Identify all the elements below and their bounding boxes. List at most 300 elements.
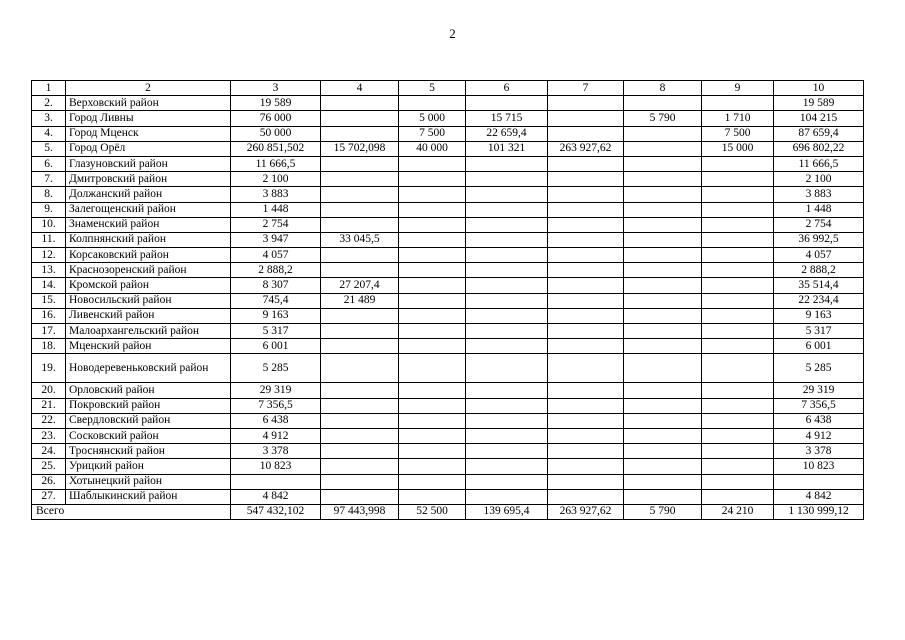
table-cell: 19 589 [231, 96, 321, 111]
table-cell: 101 321 [466, 141, 548, 156]
table-cell [702, 248, 774, 263]
table-cell: 7 [548, 81, 624, 96]
table-cell [548, 413, 624, 428]
table-cell [548, 339, 624, 354]
table-cell: 15. [32, 293, 66, 308]
table-cell [548, 293, 624, 308]
table-cell [399, 459, 466, 474]
table-cell: Кромской район [66, 278, 231, 293]
table-cell [321, 263, 399, 278]
table-row [32, 96, 864, 111]
table-cell: Верховский район [66, 96, 231, 111]
table-cell [548, 187, 624, 202]
table-cell [466, 383, 548, 398]
table-cell [624, 324, 702, 339]
table-cell: 2 754 [231, 217, 321, 232]
table-cell [548, 474, 624, 489]
table-cell [466, 156, 548, 171]
table-cell [702, 324, 774, 339]
table-cell: 11 666,5 [231, 156, 321, 171]
table-cell: 22 659,4 [466, 126, 548, 141]
table-cell: 22 234,4 [774, 293, 864, 308]
table-cell: 35 514,4 [774, 278, 864, 293]
table-cell: 36 992,5 [774, 232, 864, 247]
total-cell: 547 432,102 [231, 504, 321, 519]
table-cell [466, 459, 548, 474]
table-row [32, 428, 864, 443]
table-cell [399, 354, 466, 383]
table-cell: Орловский район [66, 383, 231, 398]
total-cell: 52 500 [399, 504, 466, 519]
table-cell [774, 474, 864, 489]
table-cell: 10. [32, 217, 66, 232]
table-row [32, 232, 864, 247]
table-cell [321, 187, 399, 202]
table-cell [321, 156, 399, 171]
table-cell [399, 489, 466, 504]
table-row [32, 278, 864, 293]
table-cell [624, 202, 702, 217]
table-cell: 27 207,4 [321, 278, 399, 293]
table-cell [548, 111, 624, 126]
table-cell: 9 163 [774, 308, 864, 323]
table-cell [624, 398, 702, 413]
table-cell: 6 438 [231, 413, 321, 428]
table-cell: 5 285 [774, 354, 864, 383]
table-cell: 23. [32, 428, 66, 443]
table-cell [548, 96, 624, 111]
table-cell [624, 339, 702, 354]
table-cell [702, 232, 774, 247]
table-cell [399, 474, 466, 489]
table-cell: 2 100 [774, 172, 864, 187]
table-cell [466, 339, 548, 354]
table-row [32, 413, 864, 428]
table-cell [702, 308, 774, 323]
table-cell: 1 [32, 81, 66, 96]
table-row [32, 126, 864, 141]
table-cell: 263 927,62 [548, 141, 624, 156]
table-cell: Шаблыкинский район [66, 489, 231, 504]
table-cell: Покровский район [66, 398, 231, 413]
table-cell [321, 202, 399, 217]
table-cell: 17. [32, 324, 66, 339]
table-cell: Мценский район [66, 339, 231, 354]
table-cell [321, 444, 399, 459]
table-cell [399, 202, 466, 217]
table-cell: 40 000 [399, 141, 466, 156]
table-cell [399, 172, 466, 187]
table-cell: 21. [32, 398, 66, 413]
table-total-row [32, 504, 864, 519]
table-cell [321, 308, 399, 323]
table-cell: 5. [32, 141, 66, 156]
table-cell [624, 172, 702, 187]
table-cell [548, 172, 624, 187]
table-row [32, 187, 864, 202]
table-cell [548, 428, 624, 443]
table-cell [702, 172, 774, 187]
table-cell [399, 324, 466, 339]
table-cell [321, 398, 399, 413]
table-cell: 1 448 [231, 202, 321, 217]
table-cell [466, 187, 548, 202]
table-cell: 20. [32, 383, 66, 398]
table-cell [548, 278, 624, 293]
table-cell [548, 156, 624, 171]
table-cell: 8. [32, 187, 66, 202]
table-cell: Хотынецкий район [66, 474, 231, 489]
table-cell: 745,4 [231, 293, 321, 308]
table-cell [321, 489, 399, 504]
table-cell: Троснянский район [66, 444, 231, 459]
table-cell [321, 383, 399, 398]
table-cell [702, 428, 774, 443]
table-cell: 5 000 [399, 111, 466, 126]
table-cell [321, 172, 399, 187]
table-cell: 24. [32, 444, 66, 459]
table-cell: Город Мценск [66, 126, 231, 141]
table-cell [399, 383, 466, 398]
table-cell: 2. [32, 96, 66, 111]
table-cell: Залегощенский район [66, 202, 231, 217]
table-cell [399, 308, 466, 323]
table-header-row [32, 81, 864, 96]
table-cell: 9 [702, 81, 774, 96]
table-row [32, 202, 864, 217]
table-cell [702, 489, 774, 504]
table-cell [548, 248, 624, 263]
table-row [32, 474, 864, 489]
table-cell: 7 500 [702, 126, 774, 141]
table-cell: 18. [32, 339, 66, 354]
table-cell [548, 126, 624, 141]
table-cell [624, 474, 702, 489]
table-cell [548, 263, 624, 278]
table-body [32, 81, 864, 520]
table-cell [702, 187, 774, 202]
table-cell: 5 [399, 81, 466, 96]
table-cell [702, 474, 774, 489]
table-cell: 5 285 [231, 354, 321, 383]
table-cell: 87 659,4 [774, 126, 864, 141]
table-cell: 3 378 [231, 444, 321, 459]
table-cell [548, 489, 624, 504]
table-cell: 4 057 [231, 248, 321, 263]
table-cell [321, 459, 399, 474]
table-cell [321, 428, 399, 443]
table-cell: 4 842 [774, 489, 864, 504]
total-cell: 139 695,4 [466, 504, 548, 519]
table-cell: 12. [32, 248, 66, 263]
table-row [32, 141, 864, 156]
table-cell [466, 308, 548, 323]
table-cell [548, 398, 624, 413]
table-cell: Корсаковский район [66, 248, 231, 263]
table-cell [466, 413, 548, 428]
table-cell [702, 278, 774, 293]
table-cell: 6. [32, 156, 66, 171]
table-cell [399, 428, 466, 443]
table-cell: 2 888,2 [774, 263, 864, 278]
table-cell [702, 339, 774, 354]
table-cell: 15 715 [466, 111, 548, 126]
table-cell [321, 413, 399, 428]
table-cell [548, 354, 624, 383]
table-cell [399, 278, 466, 293]
table-cell [399, 248, 466, 263]
table-cell [702, 293, 774, 308]
table-cell [624, 96, 702, 111]
table-cell [321, 248, 399, 263]
table-cell: 10 823 [774, 459, 864, 474]
table-cell: 8 [624, 81, 702, 96]
table-row [32, 217, 864, 232]
table-cell [624, 232, 702, 247]
table-cell: 27. [32, 489, 66, 504]
table-cell: 4 912 [774, 428, 864, 443]
table-row [32, 459, 864, 474]
table-cell [548, 202, 624, 217]
table-cell [624, 217, 702, 232]
table-cell: 6 [466, 81, 548, 96]
table-cell: 6 001 [231, 339, 321, 354]
table-row [32, 293, 864, 308]
table-cell: 3. [32, 111, 66, 126]
table-cell [399, 413, 466, 428]
table-cell [466, 354, 548, 383]
table-cell: Колпнянский район [66, 232, 231, 247]
table-cell [321, 354, 399, 383]
table-cell [399, 187, 466, 202]
table-cell [466, 232, 548, 247]
table-cell: 11. [32, 232, 66, 247]
total-cell: 97 443,998 [321, 504, 399, 519]
table-cell: 2 [66, 81, 231, 96]
table-cell: 11 666,5 [774, 156, 864, 171]
table-cell [702, 413, 774, 428]
table-cell: 1 448 [774, 202, 864, 217]
table-cell [702, 459, 774, 474]
table-cell: 8 307 [231, 278, 321, 293]
table-cell: 33 045,5 [321, 232, 399, 247]
table-cell: Город Орёл [66, 141, 231, 156]
table-cell: Малоархангельский район [66, 324, 231, 339]
table-cell [399, 232, 466, 247]
table-cell [399, 398, 466, 413]
table-cell [624, 383, 702, 398]
table-cell [399, 293, 466, 308]
table-cell [466, 172, 548, 187]
table-cell [321, 339, 399, 354]
table-cell [624, 141, 702, 156]
table-cell [548, 383, 624, 398]
table-cell [702, 217, 774, 232]
table-cell: 5 790 [624, 111, 702, 126]
table-cell [548, 308, 624, 323]
table-cell [624, 156, 702, 171]
table-cell [466, 489, 548, 504]
table-cell [624, 444, 702, 459]
table-cell: 50 000 [231, 126, 321, 141]
table-cell: 10 823 [231, 459, 321, 474]
table-cell [624, 428, 702, 443]
table-cell: Новосильский район [66, 293, 231, 308]
page-number: 2 [449, 26, 456, 41]
table-cell: 5 317 [231, 324, 321, 339]
table-cell: 4 912 [231, 428, 321, 443]
table-cell: 6 438 [774, 413, 864, 428]
table-cell: 25. [32, 459, 66, 474]
table-cell: Знаменский район [66, 217, 231, 232]
table-row [32, 156, 864, 171]
table-cell: 22. [32, 413, 66, 428]
table-cell [466, 293, 548, 308]
table-cell: 7 356,5 [774, 398, 864, 413]
table-cell: 2 888,2 [231, 263, 321, 278]
table-cell [466, 263, 548, 278]
table-row [32, 263, 864, 278]
table-cell: 16. [32, 308, 66, 323]
table-cell [624, 248, 702, 263]
table-row [32, 111, 864, 126]
budget-table [31, 80, 864, 520]
total-cell: 263 927,62 [548, 504, 624, 519]
table-cell [624, 413, 702, 428]
table-cell [624, 187, 702, 202]
table-cell [702, 354, 774, 383]
table-cell: Урицкий район [66, 459, 231, 474]
table-cell: 3 883 [774, 187, 864, 202]
table-cell: 9. [32, 202, 66, 217]
table-cell [399, 263, 466, 278]
table-cell: 7. [32, 172, 66, 187]
table-cell: 3 947 [231, 232, 321, 247]
table-cell: 29 319 [774, 383, 864, 398]
table-cell [399, 444, 466, 459]
table-cell [321, 111, 399, 126]
total-cell: 1 130 999,12 [774, 504, 864, 519]
table-cell: Новодеревеньковский район [66, 354, 231, 383]
table-cell [231, 474, 321, 489]
table-cell: 15 702,098 [321, 141, 399, 156]
table-cell: 19. [32, 354, 66, 383]
total-cell: 24 210 [702, 504, 774, 519]
table-cell [321, 96, 399, 111]
table-row [32, 172, 864, 187]
table-cell [548, 217, 624, 232]
table-cell [624, 126, 702, 141]
table-cell [321, 324, 399, 339]
table-cell: 29 319 [231, 383, 321, 398]
table-cell [624, 489, 702, 504]
table-cell [702, 263, 774, 278]
table-cell [624, 308, 702, 323]
table-row [32, 324, 864, 339]
table-cell: 9 163 [231, 308, 321, 323]
table-cell [548, 232, 624, 247]
table-cell [321, 217, 399, 232]
table-cell [466, 202, 548, 217]
table-cell: Краснозоренский район [66, 263, 231, 278]
table-row [32, 489, 864, 504]
table-cell [624, 354, 702, 383]
table-cell [466, 444, 548, 459]
table-cell [399, 217, 466, 232]
table-cell: 2 100 [231, 172, 321, 187]
table-cell: Свердловский район [66, 413, 231, 428]
table-cell: 260 851,502 [231, 141, 321, 156]
table-cell: Должанский район [66, 187, 231, 202]
table-cell [321, 126, 399, 141]
table-cell: 19 589 [774, 96, 864, 111]
table-cell [466, 398, 548, 413]
table-cell [702, 156, 774, 171]
table-cell [399, 156, 466, 171]
total-label: Всего [32, 504, 231, 519]
table-row [32, 308, 864, 323]
table-row [32, 444, 864, 459]
table-cell [399, 339, 466, 354]
table-cell [466, 248, 548, 263]
table-cell [466, 96, 548, 111]
table-cell: Сосковский район [66, 428, 231, 443]
table-cell: 13. [32, 263, 66, 278]
table-cell [399, 96, 466, 111]
table-cell [548, 444, 624, 459]
table-cell [466, 428, 548, 443]
table-row [32, 383, 864, 398]
table-cell: 4 [321, 81, 399, 96]
table-cell [702, 202, 774, 217]
table-cell: 4 057 [774, 248, 864, 263]
table-cell [624, 293, 702, 308]
table-cell [702, 96, 774, 111]
table-cell: 76 000 [231, 111, 321, 126]
table-cell: 6 001 [774, 339, 864, 354]
table-cell: 3 378 [774, 444, 864, 459]
table-cell [624, 459, 702, 474]
table-cell [624, 278, 702, 293]
table-cell: 104 215 [774, 111, 864, 126]
table-cell: 26. [32, 474, 66, 489]
table-cell [466, 474, 548, 489]
table-cell [702, 444, 774, 459]
table-cell: Ливенский район [66, 308, 231, 323]
table-cell: 1 710 [702, 111, 774, 126]
table-cell: 4. [32, 126, 66, 141]
table-cell [702, 383, 774, 398]
table-cell [548, 459, 624, 474]
table-cell: 7 356,5 [231, 398, 321, 413]
table-cell [548, 324, 624, 339]
table-cell [466, 278, 548, 293]
table-cell: 14. [32, 278, 66, 293]
table-cell: Глазуновский район [66, 156, 231, 171]
table-cell: Дмитровский район [66, 172, 231, 187]
total-cell: 5 790 [624, 504, 702, 519]
table-cell: 10 [774, 81, 864, 96]
table-cell: 5 317 [774, 324, 864, 339]
table-cell: 7 500 [399, 126, 466, 141]
table-cell: 21 489 [321, 293, 399, 308]
table-cell: 4 842 [231, 489, 321, 504]
table-row [32, 354, 864, 383]
table-cell: Город Ливны [66, 111, 231, 126]
table-row [32, 339, 864, 354]
table-cell: 696 802,22 [774, 141, 864, 156]
table-cell [466, 217, 548, 232]
